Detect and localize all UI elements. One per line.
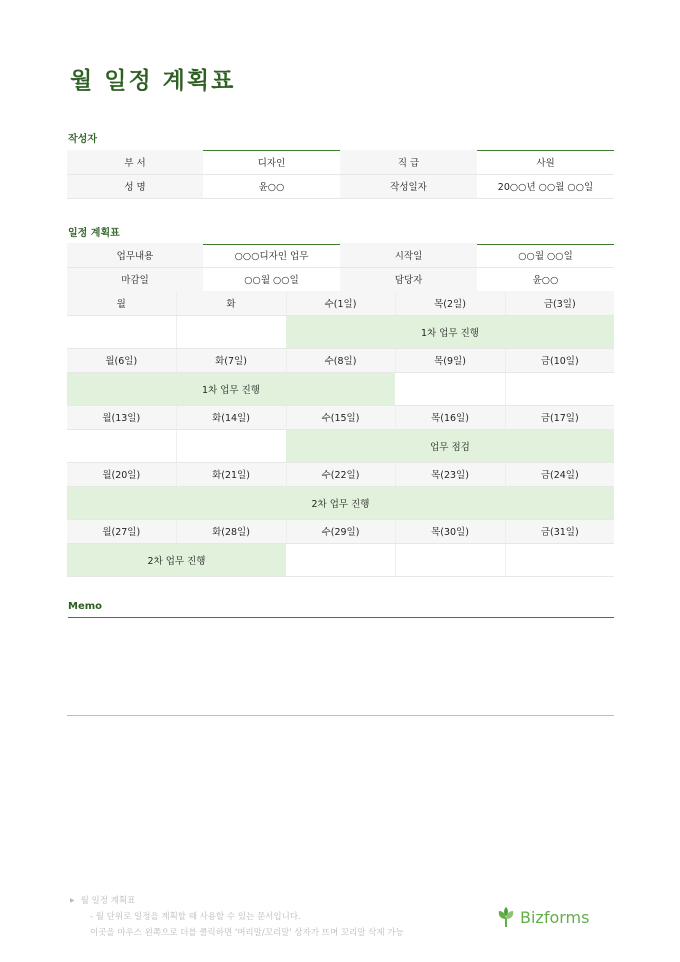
assignee-label: 담당자 [340, 267, 477, 291]
info-row [67, 267, 614, 291]
day-header: 화(28일) [176, 519, 286, 543]
calendar-table [67, 291, 614, 577]
task-bar[interactable]: 2차 업무 진행 [67, 486, 614, 519]
empty-cell[interactable] [395, 372, 505, 405]
date-label: 작성일자 [340, 174, 477, 198]
memo-heading: Memo [68, 601, 614, 618]
calendar-day-row [67, 291, 614, 315]
schedule-info-table [67, 243, 614, 292]
calendar-task-row [67, 315, 614, 348]
name-label: 성 명 [67, 174, 203, 198]
rank-value[interactable]: 사원 [477, 150, 614, 174]
memo-area[interactable] [67, 621, 614, 716]
empty-cell[interactable] [505, 372, 614, 405]
footer-instruction: 이곳을 마우스 왼쪽으로 더블 클릭하면 '머리말/꼬리말' 상자가 뜨며 꼬리말 삭제 가능 [90, 928, 404, 938]
day-header: 목(9일) [395, 348, 505, 372]
author-row [67, 174, 614, 198]
schedule-section-heading: 일정 계획표 [68, 224, 614, 245]
empty-cell[interactable] [286, 543, 395, 576]
leaf-tree-icon [496, 906, 516, 928]
day-header: 수(15일) [286, 405, 395, 429]
department-value[interactable]: 디자인 [203, 150, 340, 174]
day-header: 화(14일) [176, 405, 286, 429]
logo-text: Bizforms [520, 907, 590, 927]
day-header: 수(8일) [286, 348, 395, 372]
task-bar[interactable]: 업무 점검 [286, 429, 614, 462]
empty-cell[interactable] [395, 543, 505, 576]
calendar-day-row [67, 462, 614, 486]
task-content-label: 업무내용 [67, 243, 203, 267]
assignee-value[interactable]: 윤○○ [477, 267, 614, 291]
footer-title: 월 일정 계획표 [80, 896, 136, 906]
footer-description: - 월 단위로 일정을 계획할 때 사용할 수 있는 문서입니다. [90, 912, 301, 922]
rank-label: 직 급 [340, 150, 477, 174]
day-header: 월(27일) [67, 519, 176, 543]
day-header: 월 [67, 291, 176, 315]
task-bar[interactable]: 1차 업무 진행 [67, 372, 395, 405]
name-value[interactable]: 윤○○ [203, 174, 340, 198]
task-content-value[interactable]: ○○○디자인 업무 [203, 243, 340, 267]
calendar-task-row [67, 429, 614, 462]
calendar-task-row [67, 543, 614, 576]
day-header: 금(17일) [505, 405, 614, 429]
day-header: 수(1일) [286, 291, 395, 315]
day-header: 금(3일) [505, 291, 614, 315]
day-header: 수(29일) [286, 519, 395, 543]
day-header: 금(24일) [505, 462, 614, 486]
calendar-day-row [67, 519, 614, 543]
day-header: 월(6일) [67, 348, 176, 372]
task-bar[interactable]: 1차 업무 진행 [286, 315, 614, 348]
page-title: 월 일정 계획표 [70, 68, 236, 94]
start-date-value[interactable]: ○○월 ○○일 [477, 243, 614, 267]
footer-note [70, 893, 404, 941]
triangle-bullet-icon: ▶ [70, 897, 75, 904]
calendar-day-row [67, 348, 614, 372]
calendar-task-row [67, 372, 614, 405]
empty-cell[interactable] [176, 429, 286, 462]
day-header: 목(23일) [395, 462, 505, 486]
day-header: 금(10일) [505, 348, 614, 372]
day-header: 금(31일) [505, 519, 614, 543]
due-date-value[interactable]: ○○월 ○○일 [203, 267, 340, 291]
day-header: 월(20일) [67, 462, 176, 486]
day-header: 목(30일) [395, 519, 505, 543]
day-header: 목(2일) [395, 291, 505, 315]
day-header: 화(21일) [176, 462, 286, 486]
author-section-heading: 작성자 [68, 130, 614, 151]
calendar-day-row [67, 405, 614, 429]
department-label: 부 서 [67, 150, 203, 174]
date-value[interactable]: 20○○년 ○○월 ○○일 [477, 174, 614, 198]
empty-cell[interactable] [67, 315, 176, 348]
empty-cell[interactable] [176, 315, 286, 348]
author-table [67, 150, 614, 199]
calendar-task-row [67, 486, 614, 519]
day-header: 월(13일) [67, 405, 176, 429]
empty-cell[interactable] [67, 429, 176, 462]
empty-cell[interactable] [505, 543, 614, 576]
day-header: 목(16일) [395, 405, 505, 429]
day-header: 화 [176, 291, 286, 315]
due-date-label: 마감일 [67, 267, 203, 291]
info-row [67, 243, 614, 267]
day-header: 화(7일) [176, 348, 286, 372]
day-header: 수(22일) [286, 462, 395, 486]
start-date-label: 시작일 [340, 243, 477, 267]
bizforms-logo [496, 906, 589, 928]
task-bar[interactable]: 2차 업무 진행 [67, 543, 286, 576]
author-row [67, 150, 614, 174]
